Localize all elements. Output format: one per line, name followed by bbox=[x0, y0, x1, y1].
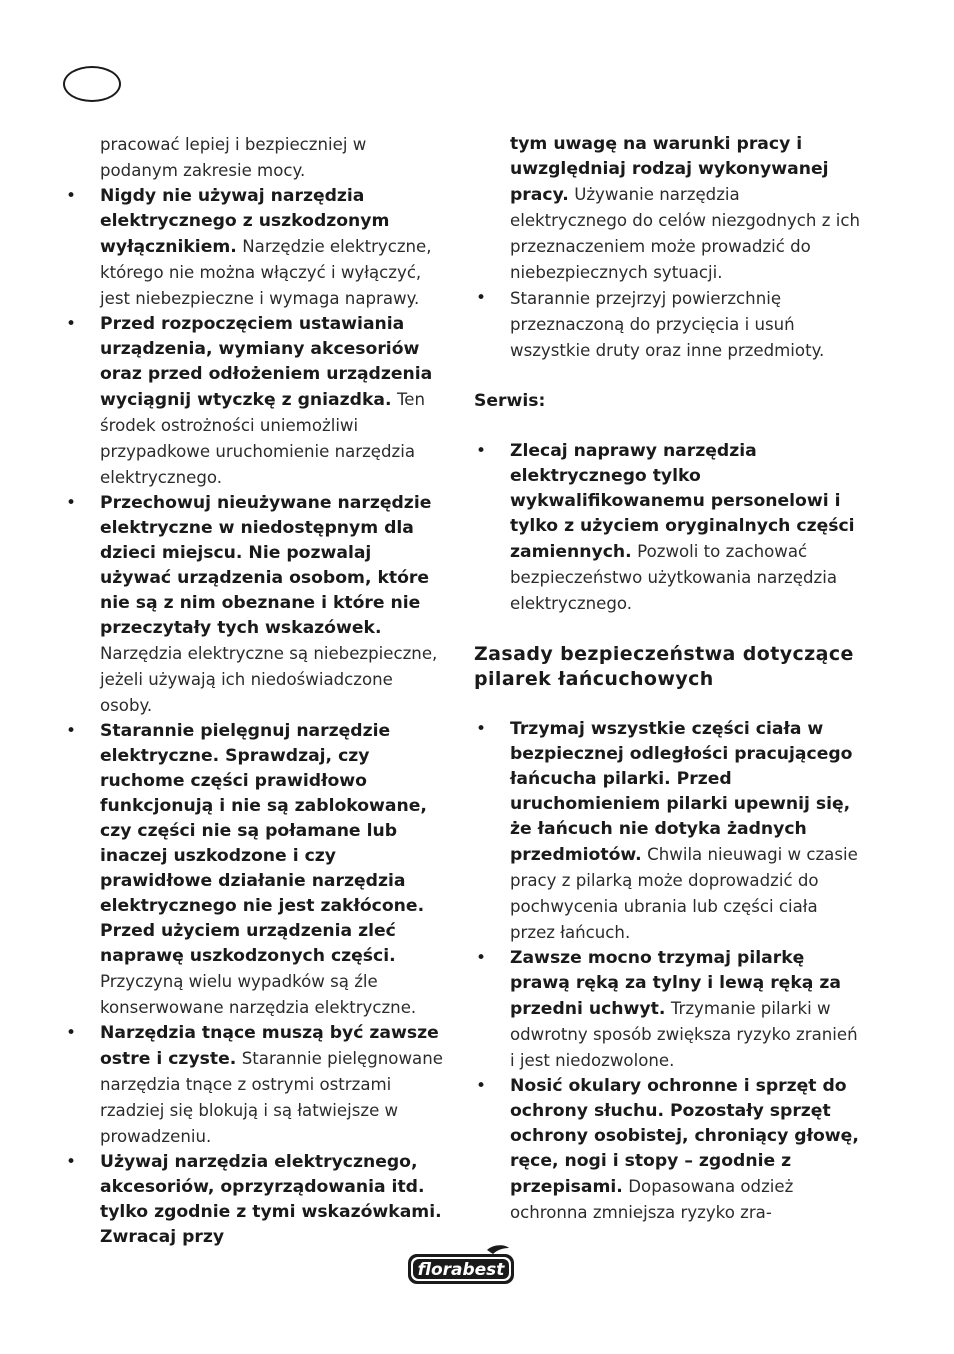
list-item: • Zawsze mocno trzymaj pilarkę prawą ręką za tylny i lewą ręką za przedni uchwyt. Trzymanie pilarki w odwrotny sposób zwiększa ryzyko zranień i jest niedozwolone. bbox=[474, 946, 860, 1074]
intro-continuation: pracować lepiej i bezpieczniej w podanym zakresie mocy. bbox=[100, 135, 367, 180]
list-item: • Używaj narzędzia elektrycznego, akcesoriów, oprzyrządowania itd. tylko zgodnie z tymi wskazówkami. Zwracaj przy bbox=[64, 1150, 448, 1250]
list-item: • Starannie przejrzyj powierzchnię przeznaczoną do przycięcia i usuń wszystkie druty oraz inne przedmioty. bbox=[474, 286, 860, 364]
service-heading: Serwis: bbox=[474, 391, 546, 411]
list-item: • Przed rozpoczęciem ustawiania urządzenia, wymiany akcesoriów oraz przed odłożeniem urządzenia wyciągnij wtyczkę z gniazdka. Ten środek ostrożności uniemożliwi przypadkowe uruchomienie narzędzia elektrycznego. bbox=[64, 312, 448, 491]
language-badge bbox=[63, 66, 121, 102]
left-column bbox=[64, 132, 448, 1250]
list-item: • Trzymaj wszystkie części ciała w bezpiecznej odległości pracującego łańcucha pilarki. Przed uruchomieniem pilarki upewnij się, że łańcuch nie dotyka żadnych przedmiotów. Chwila nieuwagi w czasie pracy z pilarką może doprowadzić do pochwycenia ubrania lub części ciała przez łańcuch. bbox=[474, 717, 860, 946]
florabest-logo bbox=[405, 1244, 517, 1288]
list-item: • Zlecaj naprawy narzędzia elektrycznego tylko wykwalifikowanemu personelowi i tylko z użyciem oryginalnych części zamiennych. Pozwoli to zachować bezpieczeństwo użytkowania narzędzia elektrycznego. bbox=[474, 439, 860, 617]
list-item: • Przechowuj nieużywane narzędzie elektryczne w niedostępnym dla dzieci miejscu. Nie pozwalaj używać urządzenia osobom, które nie są z nim obeznane i które nie przeczytały tych wskazówek. Narzędzia elektryczne są niebezpieczne, jeżeli używają ich niedoświadczone osoby. bbox=[64, 491, 448, 719]
svg-text:florabest: florabest bbox=[417, 1260, 505, 1280]
right-column bbox=[474, 132, 860, 1226]
continuation-paragraph: tym uwagę na warunki pracy i uwzględniaj rodzaj wykonywanej pracy. Używanie narzędzia elektrycznego do celów niezgodnych z ich przeznaczeniem może prowadzić do niebezpiecznych sytuacji. bbox=[510, 134, 860, 282]
list-item: • Starannie pielęgnuj narzędzie elektryczne. Sprawdzaj, czy ruchome części prawidłowo funkcjonują i nie są zablokowane, czy części nie są połamane lub inaczej uszkodzone i czy prawidłowe działanie narzędzia elektrycznego nie jest zakłócone. Przed użyciem urządzenia zleć naprawę uszkodzonych części. Przyczyną wielu wypadków są źle konserwowane narzędzia elektryczne. bbox=[64, 719, 448, 1021]
section-heading: Zasady bezpieczeństwa dotyczące pilarek łańcuchowych bbox=[474, 643, 854, 690]
list-item: • Nosić okulary ochronne i sprzęt do ochrony słuchu. Pozostały sprzęt ochrony osobistej, chroniący głowę, ręce, nogi i stopy – zgodnie z przepisami. Dopasowana odzież ochronna zmniejsza ryzyko zra- bbox=[474, 1074, 860, 1226]
list-item: • Nigdy nie używaj narzędzia elektrycznego z uszkodzonym wyłącznikiem. Narzędzie elektryczne, którego nie można włączyć i wyłączyć, jest niebezpieczne i wymaga naprawy. bbox=[64, 184, 448, 312]
list-item: • Narzędzia tnące muszą być zawsze ostre i czyste. Starannie pielęgnowane narzędzia tnące z ostrymi ostrzami rzadziej się blokują i są łatwiejsze w prowadzeniu. bbox=[64, 1021, 448, 1150]
